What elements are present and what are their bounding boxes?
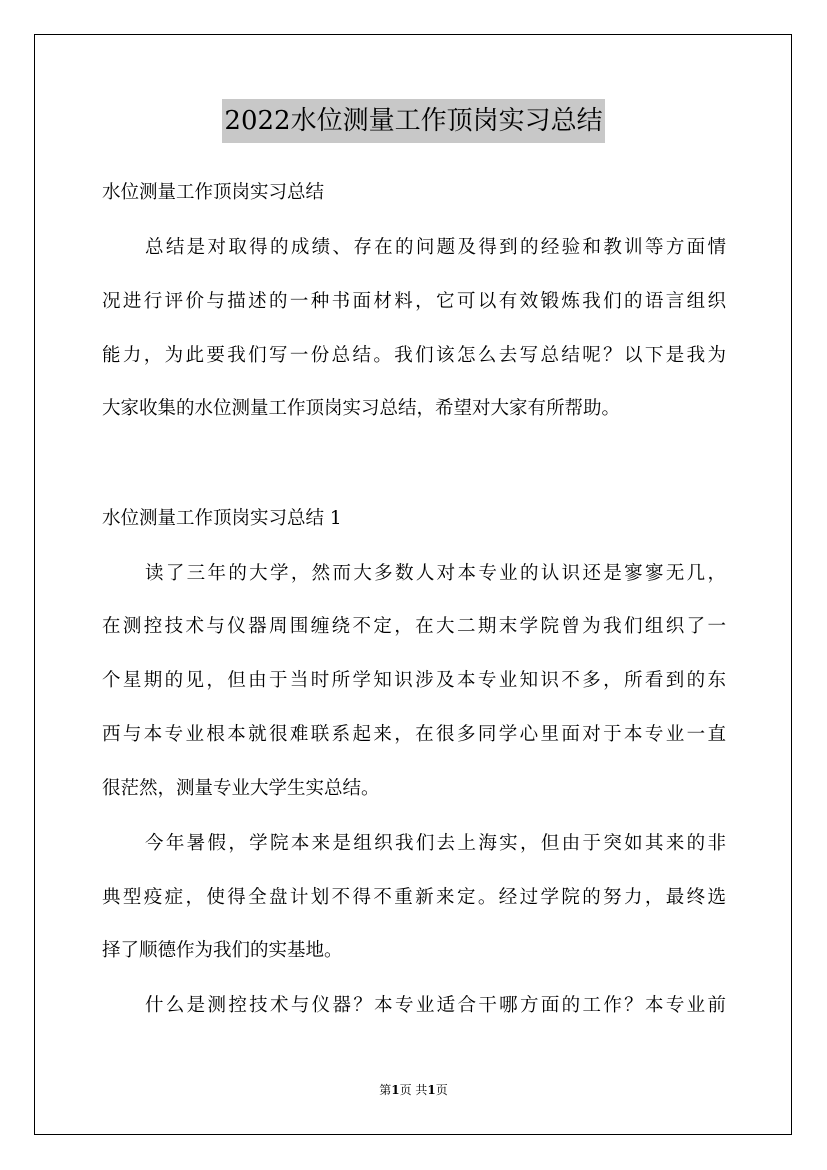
document-subtitle: 水位测量工作顶岗实习总结	[102, 182, 325, 203]
para2-line-2: 典型疫症，使得全盘计划不得不重新来定。经过学院的努力，最终选	[102, 887, 726, 908]
para1-line-1: 读了三年的大学，然而大多数人对本专业的认识还是寥寥无几，	[145, 563, 726, 584]
footer-prefix: 第	[379, 1083, 392, 1097]
para3-line-1: 什么是测控技术与仪器？本专业适合干哪方面的工作？本专业前	[145, 995, 726, 1016]
intro-line-3: 能力，为此要我们写一份总结。我们该怎么去写总结呢？以下是我为	[102, 345, 726, 366]
intro-line-1: 总结是对取得的成绩、存在的问题及得到的经验和教训等方面情	[145, 237, 726, 258]
document-title: 2022水位测量工作顶岗实习总结	[222, 99, 604, 143]
para1-line-5: 很茫然，测量专业大学生实总结。	[102, 778, 380, 799]
title-container	[0, 99, 827, 143]
para2-line-3: 择了顺德作为我们的实基地。	[102, 940, 343, 961]
footer-page-number: 1	[391, 1083, 400, 1097]
section-heading: 水位测量工作顶岗实习总结 1	[102, 508, 342, 529]
footer-total-pages: 1	[427, 1083, 436, 1097]
intro-line-2: 况进行评价与描述的一种书面材料，它可以有效锻炼我们的语言组织	[102, 291, 726, 312]
footer-mid: 页 共	[399, 1083, 428, 1097]
intro-line-4: 大家收集的水位测量工作顶岗实习总结，希望对大家有所帮助。	[102, 398, 621, 419]
footer-suffix: 页	[435, 1083, 448, 1097]
para2-line-1: 今年暑假，学院本来是组织我们去上海实，但由于突如其来的非	[145, 833, 726, 854]
page-footer	[0, 1081, 827, 1098]
para1-line-2: 在测控技术与仪器周围缠绕不定，在大二期末学院曾为我们组织了一	[102, 616, 726, 637]
para1-line-3: 个星期的见，但由于当时所学知识涉及本专业知识不多，所看到的东	[102, 670, 726, 691]
para1-line-4: 西与本专业根本就很难联系起来，在很多同学心里面对于本专业一直	[102, 724, 726, 745]
